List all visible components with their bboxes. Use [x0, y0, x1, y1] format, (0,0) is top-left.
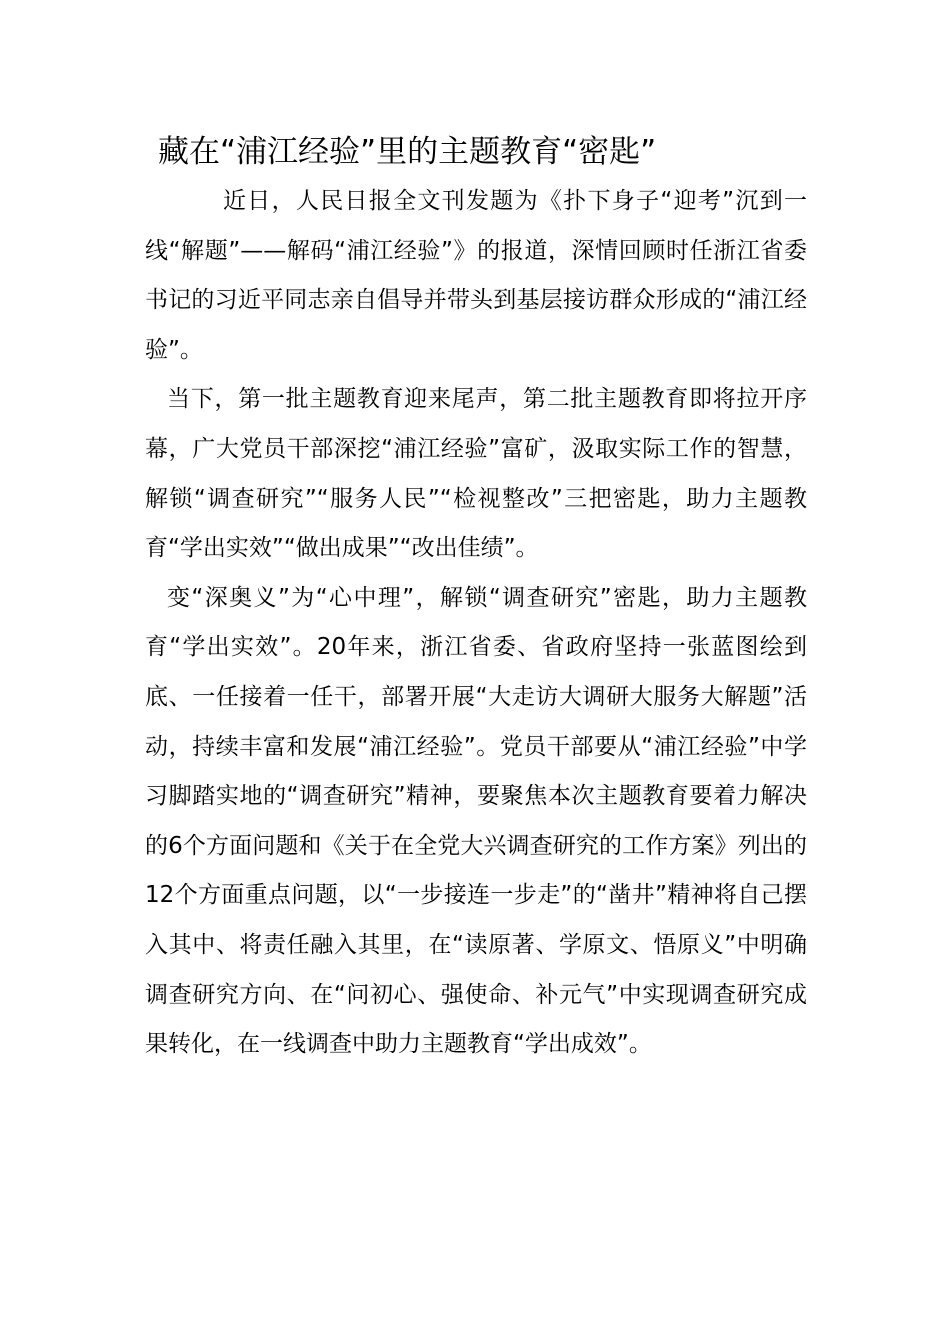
- paragraph-investigation: 变“深奥义”为“心中理”，解锁“调查研究”密匙，助力主题教育“学出实效”。20年来，浙江省委、省政府坚持一张蓝图绘到底、一任接着一任干，部署开展“大走访大调研大服务大解题”活动，持续丰富和发展“浦江经验”。党员干部要从“浦江经验”中学习脚踏实地的“调查研究”精神，要聚焦本次主题教育要着力解决的6个方面问题和《关于在全党大兴调查研究的工作方案》列出的12个方面重点问题，以“一步接连一步走”的“凿井”精神将自己摆入其中、将责任融入其里，在“读原著、学原文、悟原义”中明确调查研究方向、在“问初心、强使命、补元气”中实现调查研究成果转化，在一线调查中助力主题教育“学出成效”。: [145, 584, 807, 1058]
- document-title: 藏在“浦江经验”里的主题教育“密匙”: [158, 134, 657, 170]
- paragraph-overview: 当下，第一批主题教育迎来尾声，第二批主题教育即将拉开序幕，广大党员干部深挖“浦江经验”富矿，汲取实际工作的智慧，解锁“调查研究”“服务人民”“检视整改”三把密匙，助力主题教育“学出实效”“做出成果”“改出佳绩”。: [145, 386, 807, 562]
- document-body: [145, 177, 807, 1070]
- paragraph-intro: 近日，人民日报全文刊发题为《扑下身子“迎考”沉到一线“解题”——解码“浦江经验”》的报道，深情回顾时任浙江省委书记的习近平同志亲自倡导并带头到基层接访群众形成的“浦江经验”。: [145, 188, 807, 363]
